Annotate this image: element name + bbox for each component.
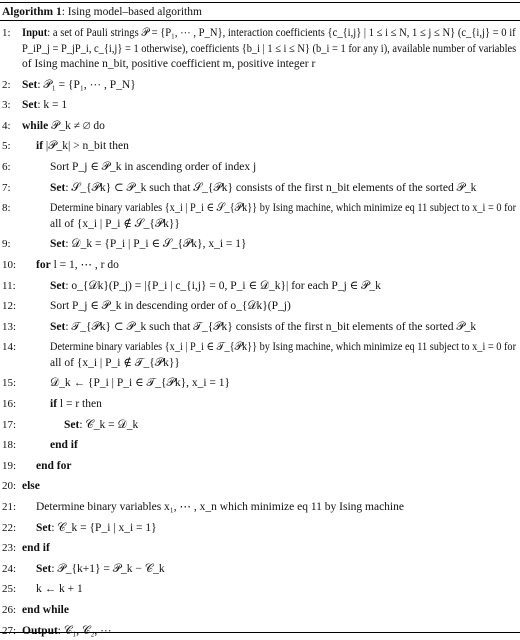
algorithm-line: [0, 602, 520, 619]
keyword: Input: [22, 27, 48, 39]
line-text: of Ising machine n_bit, positive coefficient m, positive integer r: [22, 58, 316, 70]
line-number: 16:: [2, 398, 17, 410]
algorithm-line: [0, 298, 520, 315]
line-content: [22, 478, 40, 495]
line-number: 7:: [2, 181, 11, 194]
keyword: Set: [36, 562, 52, 575]
algorithm-line: [0, 216, 520, 233]
keyword: Set: [22, 78, 38, 91]
line-text: Determine binary variables {x_i | P_i ∈ 𝒮_{𝒫k}} by Ising machine, which minimize eq 11 subject to x_i = 0 for: [50, 202, 517, 215]
keyword: Set: [50, 279, 66, 292]
line-content: [36, 561, 165, 578]
algorithm-line: [0, 355, 520, 372]
keyword: Set: [36, 521, 52, 534]
line-number: 22:: [2, 521, 17, 534]
keyword: Set: [50, 238, 66, 251]
algorithm-line: [0, 118, 520, 135]
line-number: 3:: [2, 99, 11, 112]
algorithm-line: [0, 77, 520, 94]
keyword: if: [50, 398, 58, 410]
line-text: l = 1, ⋯ , r do: [50, 258, 119, 271]
line-text: all of {x_i | P_i ∉ 𝒯_{𝒫k}}: [50, 356, 180, 369]
line-number: 26:: [2, 604, 17, 616]
line-text: Sort P_j ∈ 𝒫_k in ascending order of index j: [50, 161, 257, 173]
line-number: 27:: [2, 624, 17, 637]
line-text: Determine binary variables {x_i | P_i ∈ 𝒯_{𝒫k}} by Ising machine, which minimize eq 11 subject to x_i = 0 for: [50, 341, 517, 354]
line-text: : 𝒞_k = {P_i | x_i = 1}: [51, 521, 157, 534]
line-number: 25:: [2, 583, 17, 596]
keyword: else: [22, 480, 40, 493]
line-content: [36, 257, 119, 274]
line-text: : k = 1: [37, 99, 68, 112]
line-text: Determine binary variables x₁, ⋯ , x_n which minimize eq 11 by Ising machine: [36, 501, 404, 513]
line-number: 11:: [2, 279, 16, 292]
algorithm-line: [0, 478, 520, 495]
line-content: [22, 118, 105, 135]
line-content: [50, 355, 180, 372]
keyword: Output: [22, 624, 58, 637]
line-text: : 𝒫_{k+1} = 𝒫_k − 𝒞_k: [51, 562, 165, 575]
algorithm-line: [0, 540, 520, 557]
line-content: [50, 319, 476, 336]
algorithm-line: [0, 458, 520, 475]
algorithm-line: [0, 437, 520, 454]
algorithm-line: [0, 581, 520, 598]
algorithm-line: [0, 375, 520, 392]
line-text: : 𝒞₁, 𝒞₂, ⋯: [57, 624, 112, 637]
line-number: 23:: [2, 542, 17, 555]
line-text: : 𝒫₁ = {P₁, ⋯ , P_N}: [37, 78, 136, 91]
line-number: 21:: [2, 501, 17, 513]
algorithm-line: [0, 41, 520, 58]
line-text: all of {x_i | P_i ∉ 𝒮_{𝒫k}}: [50, 217, 180, 230]
line-number: 14:: [2, 341, 17, 354]
line-content: [50, 200, 516, 217]
line-text: : o_{𝒟k}(P_j) = |{P_i | c_{i,j} = 0, P_i ∈ 𝒟_k}| for each P_j ∈ 𝒫_k: [65, 279, 381, 292]
line-number: 9:: [2, 238, 11, 251]
line-content: [36, 499, 404, 516]
caption-label: Algorithm 1: [2, 6, 62, 18]
keyword: Set: [64, 418, 80, 431]
line-text: : 𝒮_{𝒫k} ⊂ 𝒫_k such that 𝒮_{𝒫k} consists of the first n_bit elements of the sorted 𝒫_k: [65, 181, 477, 194]
keyword: if: [36, 140, 44, 153]
algorithm-line: [0, 417, 520, 434]
line-number: 1:: [2, 27, 11, 39]
algorithm-line: [0, 319, 520, 336]
algorithm-line: [0, 499, 520, 516]
line-text: : 𝒞_k = 𝒟_k: [79, 418, 139, 431]
line-text: : 𝒯_{𝒫k} ⊂ 𝒫_k such that 𝒯_{𝒫k} consists of the first n_bit elements of the sorted 𝒫_k: [65, 320, 477, 333]
algorithm-line: [0, 236, 520, 253]
line-number: 4:: [2, 119, 11, 132]
line-number: 6:: [2, 161, 11, 173]
line-content: [22, 97, 67, 114]
line-text: : a set of Pauli strings 𝒫 = {P₁, ⋯ , P_N}, interaction coefficients {c_{i,j} | 1 ≤ i ≤ N, 1 ≤ j ≤ N} (c_{i,j} = 0 if: [47, 27, 516, 39]
line-number: 24:: [2, 562, 17, 575]
line-text: l = r then: [57, 398, 102, 410]
line-text: 𝒟_k ← {P_i | P_i ∈ 𝒯_{𝒫k}, x_i = 1}: [50, 377, 231, 390]
line-content: [50, 180, 476, 197]
line-number: 18:: [2, 439, 17, 452]
line-number: 13:: [2, 320, 17, 333]
algorithm-line: [0, 396, 520, 413]
line-text: P_iP_j = P_jP_i, c_{i,j} = 1 otherwise), coefficients {b_i | 1 ≤ i ≤ N} (b_i = 1 for any i), available number of variables: [22, 42, 517, 55]
line-content: [50, 159, 256, 176]
caption-title: : Ising model–based algorithm: [61, 6, 202, 18]
bottom-rule: [0, 632, 520, 633]
keyword: end while: [22, 604, 69, 616]
line-content: [64, 417, 138, 434]
line-number: 5:: [2, 140, 11, 153]
keyword: Set: [50, 320, 66, 333]
algorithm-caption: [2, 4, 202, 20]
algorithm-line: [0, 200, 520, 217]
keyword: for: [36, 258, 51, 271]
line-content: [36, 458, 71, 475]
caption-rule: [0, 20, 520, 21]
line-text: Sort P_j ∈ 𝒫_k in descending order of o_{𝒟k}(P_j): [50, 300, 291, 313]
line-content: [22, 540, 50, 557]
line-content: [22, 41, 516, 58]
line-text: : 𝒟_k = {P_i | P_i ∈ 𝒮_{𝒫k}, x_i = 1}: [65, 238, 247, 251]
algorithm-line: [0, 339, 520, 356]
line-text: |𝒫_k| > n_bit then: [43, 140, 129, 153]
line-content: [50, 278, 381, 295]
line-content: [50, 375, 230, 392]
line-text: k ← k + 1: [36, 583, 83, 596]
line-content: [50, 236, 247, 253]
line-number: 12:: [2, 300, 17, 313]
line-content: [50, 298, 291, 315]
algorithm-line: [0, 159, 520, 176]
line-content: [36, 520, 157, 537]
algorithm-line: [0, 278, 520, 295]
algorithm-line: [0, 257, 520, 274]
top-rule: [0, 2, 520, 3]
algorithm-line: [0, 520, 520, 537]
algorithm-line: [0, 25, 520, 42]
line-number: 15:: [2, 377, 17, 390]
line-content: [22, 77, 136, 94]
algorithm-line: [0, 561, 520, 578]
line-number: 10:: [2, 258, 17, 271]
line-content: [50, 437, 78, 454]
line-number: 17:: [2, 418, 17, 431]
line-number: 20:: [2, 480, 17, 493]
line-text: 𝒫_k ≠ ∅ do: [48, 119, 105, 132]
algorithm-line: [0, 138, 520, 155]
keyword: Set: [50, 181, 66, 194]
line-content: [50, 339, 516, 356]
line-content: [36, 581, 83, 598]
keyword: end for: [36, 459, 72, 472]
algorithm-line: [0, 180, 520, 197]
keyword: end if: [50, 439, 78, 452]
line-content: [50, 396, 102, 413]
line-number: 19:: [2, 459, 17, 472]
line-number: 8:: [2, 202, 11, 215]
line-content: [22, 56, 315, 73]
line-number: 2:: [2, 78, 11, 91]
line-content: [36, 138, 129, 155]
algorithm-line: [0, 97, 520, 114]
keyword: while: [22, 119, 49, 132]
keyword: Set: [22, 99, 38, 112]
line-content: [50, 216, 180, 233]
keyword: end if: [22, 542, 50, 555]
line-content: [22, 602, 69, 619]
algorithm-line: [0, 56, 520, 73]
line-content: [22, 25, 516, 42]
